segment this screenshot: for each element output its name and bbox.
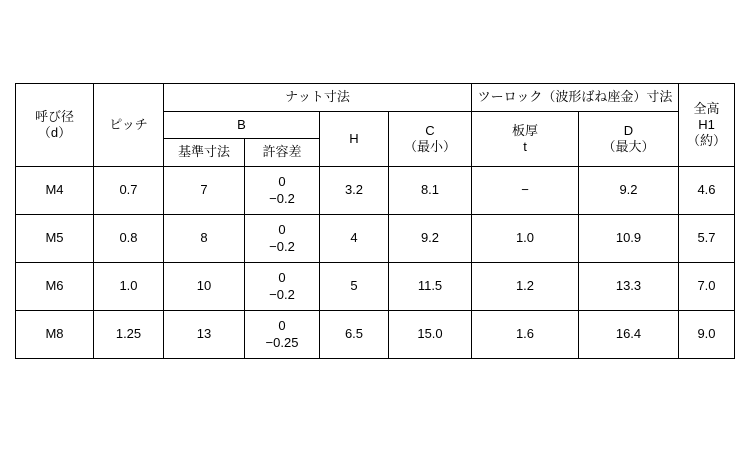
cell-b-standard: 10 (164, 263, 245, 311)
table-row (16, 215, 735, 263)
cell-h: 4 (320, 215, 389, 263)
cell-b-tolerance: 0 −0.2 (245, 215, 320, 263)
cell-pitch: 1.0 (94, 263, 164, 311)
cell-b-tolerance: 0 −0.2 (245, 263, 320, 311)
cell-nominal: M6 (16, 263, 94, 311)
header-nut-dimensions: ナット寸法 (164, 84, 472, 112)
cell-c: 8.1 (389, 167, 472, 215)
header-nominal-diameter: 呼び径 （d） (16, 84, 94, 167)
header-b-standard: 基準寸法 (164, 139, 245, 167)
table-row (16, 263, 735, 311)
cell-h: 6.5 (320, 311, 389, 359)
header-plate-thickness: 板厚 t (472, 112, 579, 167)
cell-h1: 7.0 (679, 263, 735, 311)
cell-b-tolerance: 0 −0.2 (245, 167, 320, 215)
header-c: C （最小） (389, 112, 472, 167)
cell-d: 16.4 (579, 311, 679, 359)
header-b: B (164, 112, 320, 139)
header-pitch: ピッチ (94, 84, 164, 167)
cell-b-standard: 7 (164, 167, 245, 215)
cell-h1: 4.6 (679, 167, 735, 215)
header-d-max: D （最大） (579, 112, 679, 167)
header-row-1 (16, 84, 735, 112)
cell-b-standard: 8 (164, 215, 245, 263)
cell-b-tolerance: 0 −0.25 (245, 311, 320, 359)
cell-pitch: 0.8 (94, 215, 164, 263)
cell-nominal: M5 (16, 215, 94, 263)
header-twolock-dimensions: ツーロック（波形ばね座金）寸法 (472, 84, 679, 112)
cell-plate-thickness: − (472, 167, 579, 215)
header-b-tolerance: 許容差 (245, 139, 320, 167)
specification-table (15, 83, 735, 359)
cell-b-standard: 13 (164, 311, 245, 359)
cell-d: 13.3 (579, 263, 679, 311)
cell-h1: 5.7 (679, 215, 735, 263)
cell-plate-thickness: 1.6 (472, 311, 579, 359)
cell-c: 15.0 (389, 311, 472, 359)
header-h: H (320, 112, 389, 167)
cell-nominal: M4 (16, 167, 94, 215)
table-row (16, 167, 735, 215)
cell-pitch: 0.7 (94, 167, 164, 215)
cell-pitch: 1.25 (94, 311, 164, 359)
cell-d: 9.2 (579, 167, 679, 215)
header-total-height: 全高 H1 （約） (679, 84, 735, 167)
cell-c: 11.5 (389, 263, 472, 311)
cell-h: 3.2 (320, 167, 389, 215)
cell-h1: 9.0 (679, 311, 735, 359)
cell-plate-thickness: 1.0 (472, 215, 579, 263)
cell-c: 9.2 (389, 215, 472, 263)
cell-h: 5 (320, 263, 389, 311)
cell-plate-thickness: 1.2 (472, 263, 579, 311)
table-row (16, 311, 735, 359)
cell-nominal: M8 (16, 311, 94, 359)
cell-d: 10.9 (579, 215, 679, 263)
